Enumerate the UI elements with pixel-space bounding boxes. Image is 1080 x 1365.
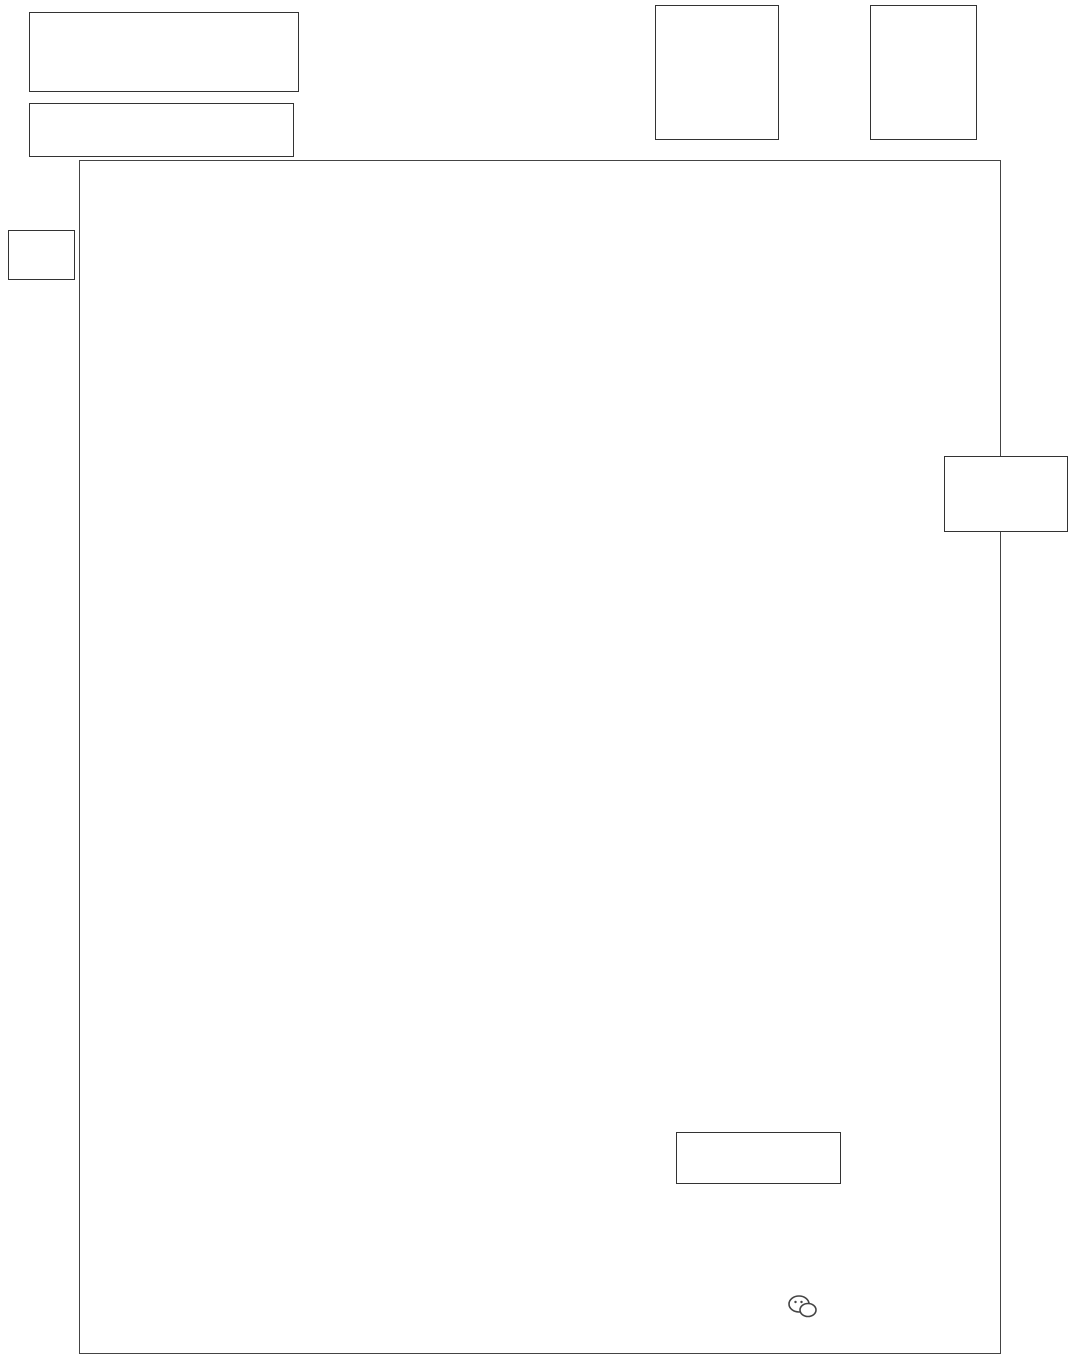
wechat-icon xyxy=(788,1294,818,1320)
watermark xyxy=(788,1294,824,1320)
callout-other-measures xyxy=(676,1132,841,1184)
callout-confirm xyxy=(944,456,1068,532)
callout-cert-number xyxy=(870,5,977,140)
callout-same-day xyxy=(8,230,75,280)
callout-personnel xyxy=(29,103,294,157)
callout-definition xyxy=(29,12,299,92)
callout-lifting-level xyxy=(655,5,779,140)
